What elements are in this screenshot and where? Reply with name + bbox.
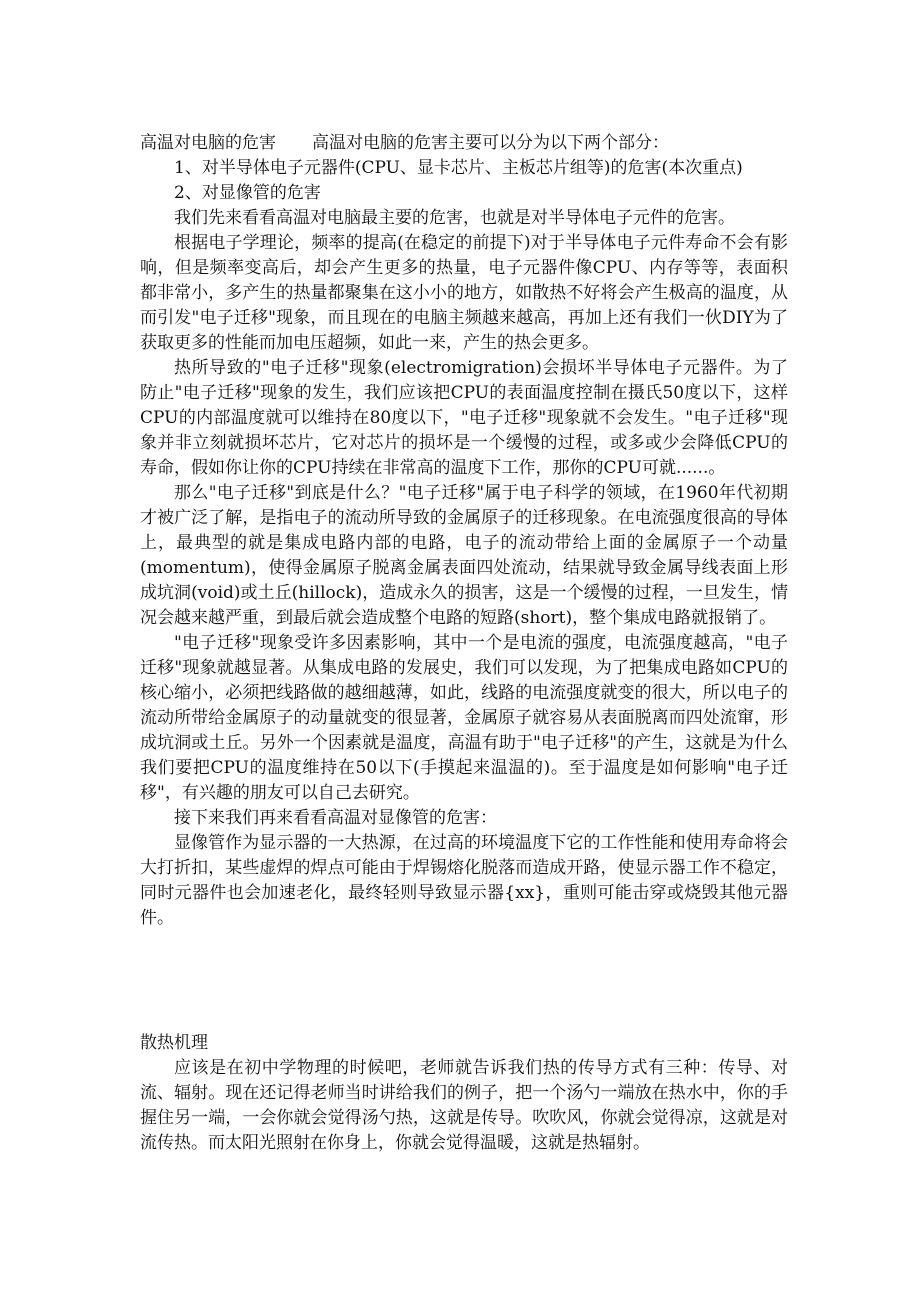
section2-title: 散热机理	[140, 1033, 208, 1053]
document-body	[140, 131, 788, 1156]
section-spacer	[140, 931, 788, 1031]
paragraph: 显像管作为显示器的一大热源，在过高的环境温度下它的工作性能和使用寿命将会大打折扣，某些虚焊的焊点可能由于焊锡熔化脱落而造成开路，使显示器工作不稳定，同时元器件也会加速老化，最终轻则导致显示器{xx}，重则可能击穿或烧毁其他元器件。	[140, 833, 788, 928]
section1-header-line	[140, 131, 788, 156]
paragraph: 应该是在初中学物理的时候吧，老师就告诉我们热的传导方式有三种：传导、对流、辐射。现在还记得老师当时讲给我们的例子，把一个汤勺一端放在热水中，你的手握住另一端，一会你就会觉得汤勺热，这就是传导。吹吹风，你就会觉得凉，这就是对流传热。而太阳光照射在你身上，你就会觉得温暖，这就是热辐射。	[140, 1058, 788, 1153]
paragraph: 热所导致的"电子迁移"现象(electromigration)会损坏半导体电子元器件。为了防止"电子迁移"现象的发生，我们应该把CPU的表面温度控制在摄氏50度以下，这样CPU的内部温度就可以维持在80度以下，"电子迁移"现象就不会发生。"电子迁移"现象并非立刻就损坏芯片，它对芯片的损坏是一个缓慢的过程，或多或少会降低CPU的寿命，假如你让你的CPU持续在非常高的温度下工作，那你的CPU可就......。	[140, 358, 788, 478]
paragraph: 我们先来看看高温对电脑最主要的危害，也就是对半导体电子元件的危害。	[174, 208, 735, 228]
paragraph: "电子迁移"现象受许多因素影响，其中一个是电流的强度，电流强度越高，"电子迁移"现象就越显著。从集成电路的发展史，我们可以发现，为了把集成电路如CPU的核心缩小，必须把线路做的越细越薄，如此，线路的电流强度就变的很大，所以电子的流动所带给金属原子的动量就变的很显著，金属原子就容易从表面脱离而四处流窜，形成坑洞或土丘。另外一个因素就是温度，高温有助于"电子迁移"的产生，这就是为什么我们要把CPU的温度维持在50以下(手摸起来温温的)。至于温度是如何影响"电子迁移"，有兴趣的朋友可以自己去研究。	[140, 633, 788, 803]
section1-title: 高温对电脑的危害	[140, 133, 276, 153]
paragraph: 那么"电子迁移"到底是什么？"电子迁移"属于电子科学的领域，在1960年代初期才被广泛了解，是指电子的流动所导致的金属原子的迁移现象。在电流强度很高的导体上，最典型的就是集成电路内部的电路，电子的流动带给上面的金属原子一个动量(momentum)，使得金属原子脱离金属表面四处流动，结果就导致金属导线表面上形成坑洞(void)或土丘(hillock)，造成永久的损害，这是一个缓慢的过程，一旦发生，情况会越来越严重，到最后就会造成整个电路的短路(short)，整个集成电路就报销了。	[140, 483, 788, 628]
list-item: 1、对半导体电子元器件(CPU、显卡芯片、主板芯片组等)的危害(本次重点)	[174, 158, 743, 178]
paragraph: 根据电子学理论，频率的提高(在稳定的前提下)对于半导体电子元件寿命不会有影响，但是频率变高后，却会产生更多的热量，电子元器件像CPU、内存等等，表面积都非常小，多产生的热量都聚集在这小小的地方，如散热不好将会产生极高的温度，从而引发"电子迁移"现象，而且现在的电脑主频越来越高，再加上还有我们一伙DIY为了获取更多的性能而加电压超频，如此一来，产生的热会更多。	[140, 233, 788, 353]
paragraph: 接下来我们再来看看高温对显像管的危害：	[174, 808, 497, 828]
section1-intro: 高温对电脑的危害主要可以分为以下两个部分：	[312, 133, 669, 153]
list-item: 2、对显像管的危害	[174, 183, 321, 203]
